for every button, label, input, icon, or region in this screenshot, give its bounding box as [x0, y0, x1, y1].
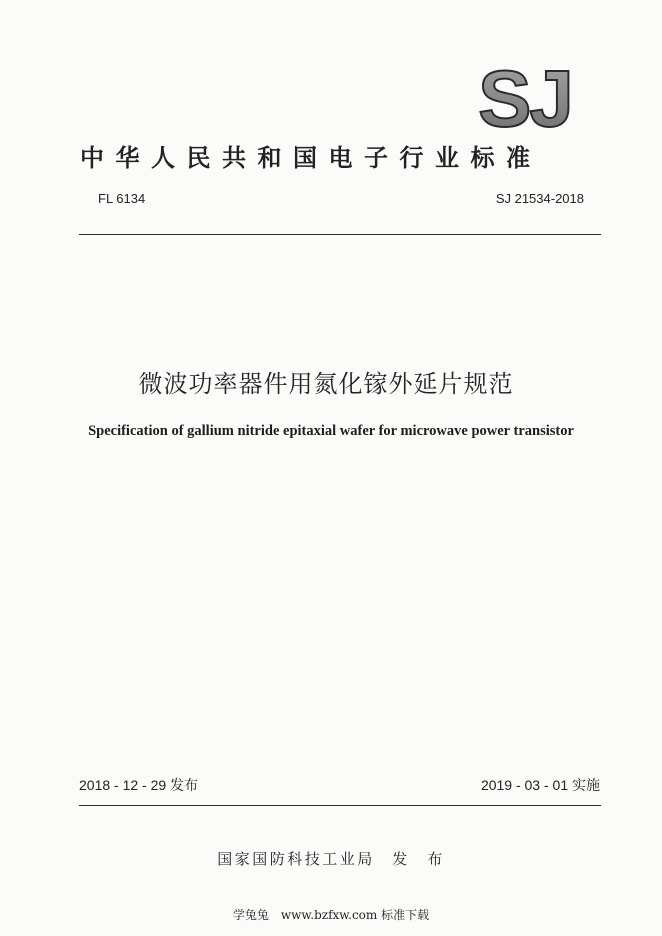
- title-chinese-wrapper: [0, 364, 662, 399]
- standard-number: SJ 21534-2018: [495, 191, 584, 206]
- sj-logo: [470, 62, 580, 132]
- classification-code: FL 6134: [98, 191, 146, 206]
- country-standard-heading: 中华人民共和国电子行业标准: [80, 144, 542, 172]
- header-divider: [79, 234, 601, 235]
- footer-divider: [79, 805, 601, 806]
- sj-logo-text: SJ: [478, 62, 572, 132]
- sj-logo-mark: [470, 62, 580, 132]
- title-chinese: 微波功率器件用氮化镓外延片规范: [138, 370, 514, 398]
- issue-date: 2018 - 12 - 29 发布: [79, 777, 199, 793]
- download-watermark: 学兔兔 www.bzfxw.com 标准下载: [232, 908, 430, 922]
- implementation-date: 2019 - 03 - 01 实施: [480, 777, 600, 793]
- issuing-authority: 国家国防科技工业局 发 布: [217, 850, 445, 868]
- title-english: Specification of gallium nitride epitaxial wafer for microwave power transistor: [88, 423, 574, 439]
